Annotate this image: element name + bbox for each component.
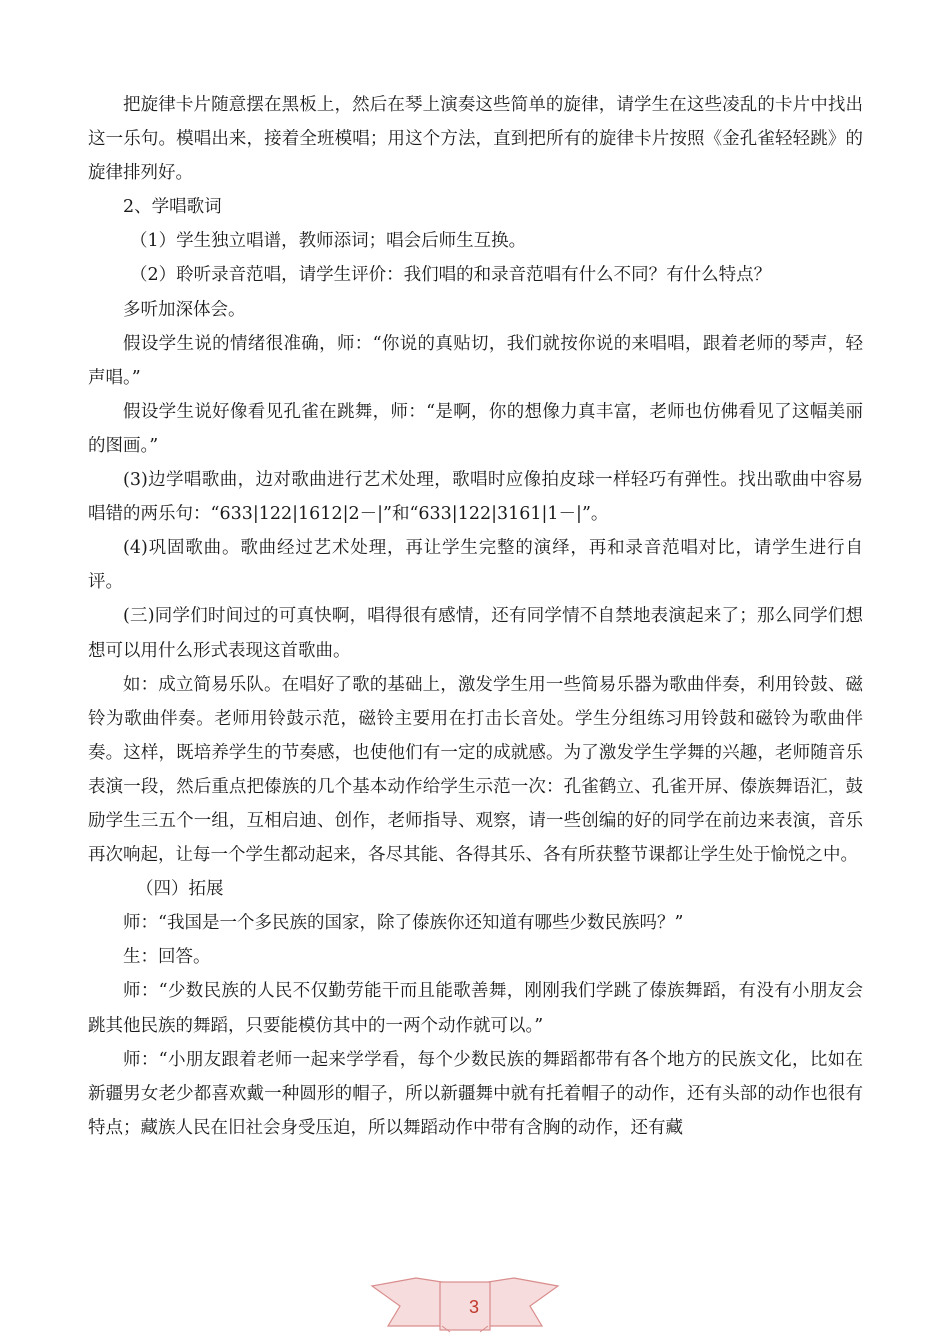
paragraph: (4)巩固歌曲。歌曲经过艺术处理，再让学生完整的演绎，再和录音范唱对比，请学生进行自评。 [88,538,863,593]
document-body [88,88,863,1145]
paragraph: 师：“小朋友跟着老师一起来学学看，每个少数民族的舞蹈都带有各个地方的民族文化，比如在新疆男女老少都喜欢戴一种圆形的帽子，所以新疆舞中就有托着帽子的动作，还有头部的动作也很有特点；藏族人民在旧社会身受压迫，所以舞蹈动作中带有含胸的动作，还有藏 [88,1049,863,1138]
paragraph: (3)边学唱歌曲，边对歌曲进行艺术处理，歌唱时应像拍皮球一样轻巧有弹性。找出歌曲中容易唱错的两乐句：“633|122|1612|2－|”和“633|122|3161|1－|”。 [88,470,863,525]
paragraph: 师：“我国是一个多民族的国家，除了傣族你还知道有哪些少数民族吗？” [123,913,684,934]
paragraph: （1）学生独立唱谱，教师添词；唱会后师生互换。 [130,231,527,252]
paragraph: （四）拓展 [136,879,224,900]
paragraph: 师：“少数民族的人民不仅勤劳能干而且能歌善舞，刚刚我们学跳了傣族舞蹈，有没有小朋友会跳其他民族的舞蹈，只要能模仿其中的一两个动作就可以。” [88,981,863,1036]
paragraph: 把旋律卡片随意摆在黑板上，然后在琴上演奏这些简单的旋律，请学生在这些凌乱的卡片中找出这一乐句。模唱出来，接着全班模唱；用这个方法，直到把所有的旋律卡片按照《金孔雀轻轻跳》的旋律排列好。 [88,95,863,184]
paragraph: (三)同学们时间过的可真快啊，唱得很有感情，还有同学情不自禁地表演起来了；那么同学们想想可以用什么形式表现这首歌曲。 [88,606,863,661]
page-number: 3 [468,1296,479,1317]
paragraph: 2、学唱歌词 [123,197,222,218]
paragraph: （2）聆听录音范唱，请学生评价：我们唱的和录音范唱有什么不同？有什么特点？ [130,265,772,286]
paragraph: 假设学生说的情绪很准确，师：“你说的真贴切，我们就按你说的来唱唱，跟着老师的琴声，轻声唱。” [88,333,863,388]
banner-left-ribbon [372,1278,442,1326]
paragraph: 如：成立简易乐队。在唱好了歌的基础上，激发学生用一些简易乐器为歌曲伴奏，利用铃鼓、磁铃为歌曲伴奏。老师用铃鼓示范，磁铃主要用在打击长音处。学生分组练习用铃鼓和磁铃为歌曲伴奏。这样，既培养学生的节奏感，也使他们有一定的成就感。为了激发学生学舞的兴趣，老师随音乐表演一段，然后重点把傣族的几个基本动作给学生示范一次：孔雀鹤立、孔雀开屏、傣族舞语汇，鼓励学生三五个一组，互相启迪、创作，老师指导、观察，请一些创编的好的同学在前边来表演，音乐再次响起，让每一个学生都动起来，各尽其能、各得其乐、各有所获整节课都让学生处于愉悦之中。 [88,674,863,866]
paragraph: 生：回答。 [123,947,211,968]
paragraph: 假设学生说好像看见孔雀在跳舞，师：“是啊，你的想像力真丰富，老师也仿佛看见了这幅美丽的图画。” [88,401,863,456]
paragraph: 多听加深体会。 [123,299,246,320]
